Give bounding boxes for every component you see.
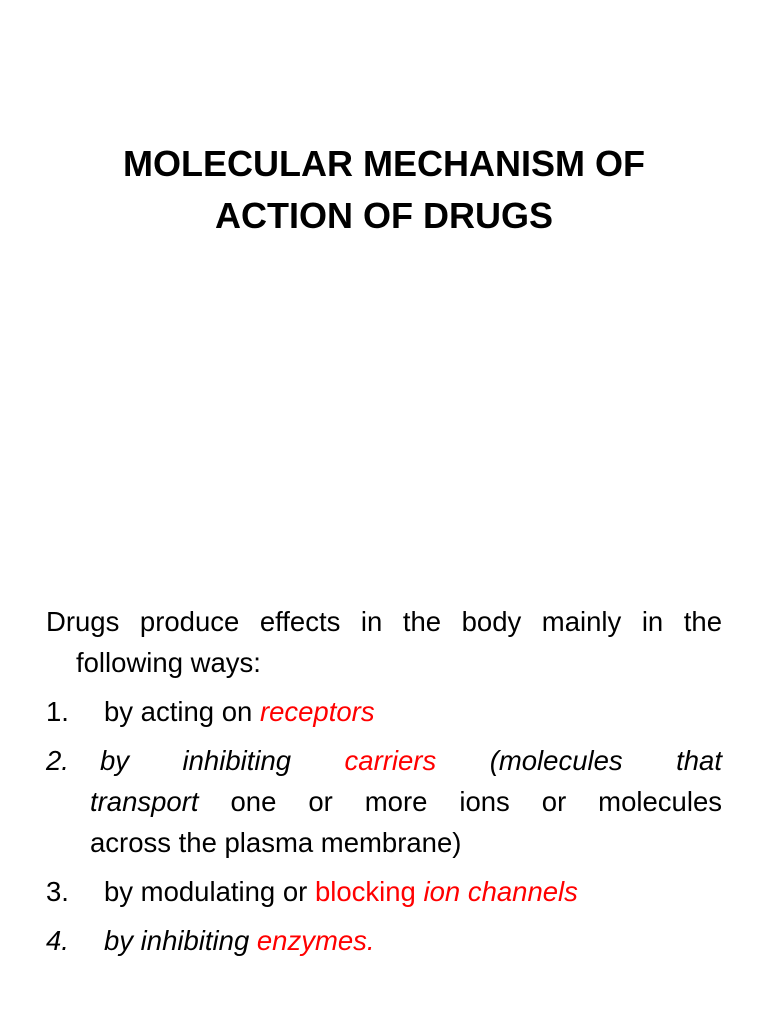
list-item-1-text: by acting on <box>104 696 260 727</box>
list-item-4-text: by inhibiting <box>104 925 257 956</box>
keyword-receptors: receptors <box>259 696 375 727</box>
list-item-2-line-3: across the plasma membrane) <box>90 827 462 858</box>
list-item-2 <box>46 740 722 863</box>
list-item-2-line-2 <box>90 781 722 822</box>
word-by: by <box>100 745 130 776</box>
word-molecules: (molecules <box>489 745 623 776</box>
list-number-2: 2. <box>46 745 69 776</box>
slide-body <box>46 601 722 969</box>
word-transport: transport <box>90 786 199 817</box>
list-item-4 <box>46 920 722 961</box>
list-item-2-line-1 <box>100 740 722 781</box>
title-line-2: ACTION OF DRUGS <box>215 195 553 236</box>
list-number-4: 4. <box>46 925 69 956</box>
list-item-1 <box>46 691 722 732</box>
keyword-ion-channels: ion channels <box>415 876 578 907</box>
keyword-blocking: blocking <box>314 876 416 907</box>
list-number-3: 3. <box>46 876 69 907</box>
keyword-carriers: carriers <box>344 745 437 776</box>
list-item-3-text: by modulating or <box>104 876 315 907</box>
list-item-3 <box>46 871 722 912</box>
keyword-enzymes: enzymes. <box>256 925 375 956</box>
word-that: that <box>676 745 722 776</box>
slide-title <box>40 138 728 242</box>
list-number-1: 1. <box>46 696 69 727</box>
title-line-1: MOLECULAR MECHANISM OF <box>123 143 645 184</box>
intro-paragraph <box>46 601 722 683</box>
intro-line-1: Drugs produce effects in the body mainly in the <box>46 606 722 637</box>
list-item-2-line-2-rest: one or more ions or molecules <box>198 786 722 817</box>
intro-line-2: following ways: <box>76 647 261 678</box>
word-inhibiting: inhibiting <box>182 745 292 776</box>
